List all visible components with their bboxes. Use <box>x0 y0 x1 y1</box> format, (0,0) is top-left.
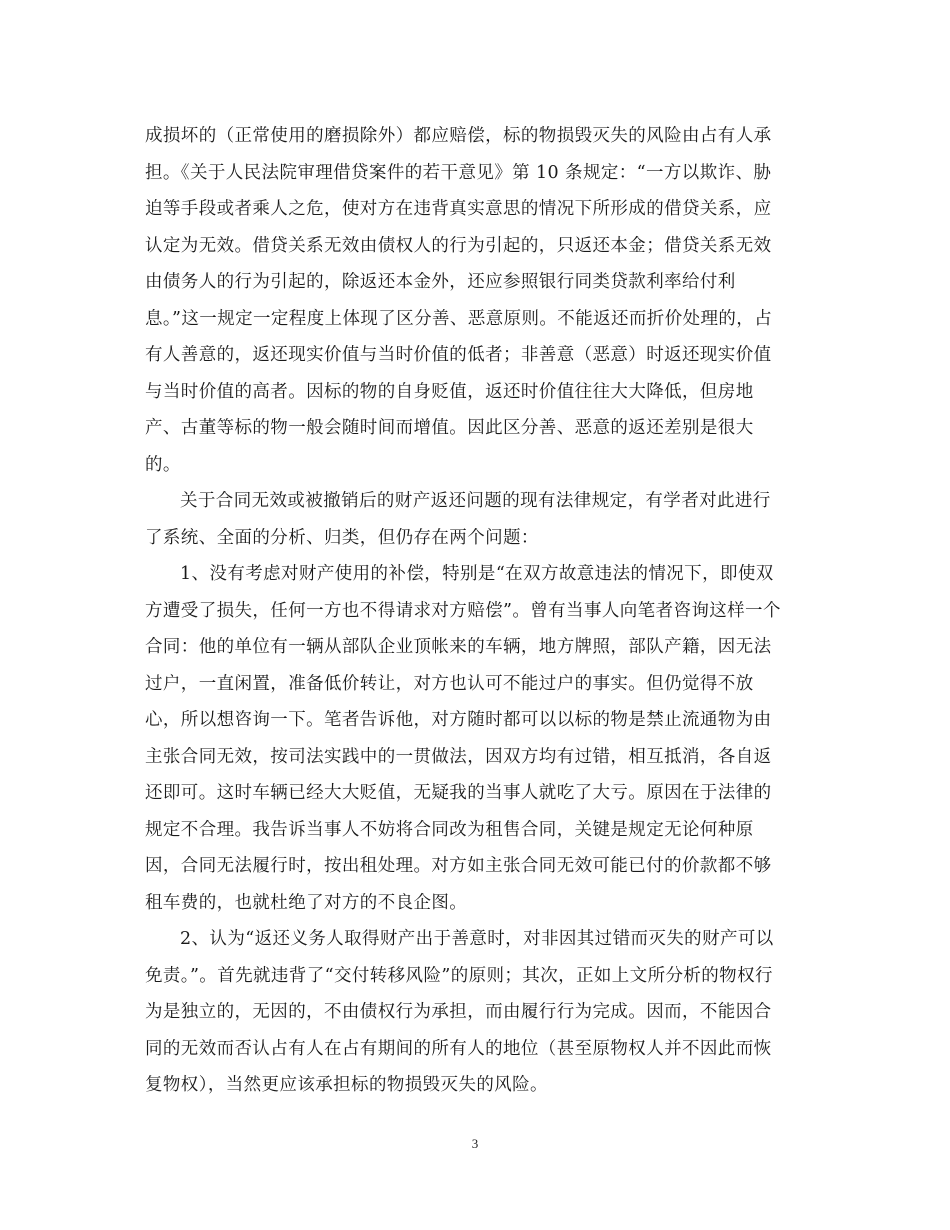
page-number: 3 <box>471 1136 479 1151</box>
text-line: 由债务人的行为引起的，除返还本金外，还应参照银行同类贷款利率给付利 <box>145 272 736 292</box>
text-line: 产、古董等标的物一般会随时间而增值。因此区分善、恶意的返还差别是很大 <box>145 418 754 438</box>
text-line: 的。 <box>145 454 181 475</box>
text-line: 有人善意的，返还现实价值与当时价值的低者；非善意（恶意）时返还现实价值 <box>145 345 772 365</box>
text-line: 1、没有考虑对财产使用的补偿，特别是“在双方故意违法的情况下，即使双 <box>180 564 774 584</box>
text-line: 同的无效而否认占有人在占有期间的所有人的地位（甚至原物权人并不因此而恢 <box>145 1038 772 1059</box>
text-line: 与当时价值的高者。因标的物的自身贬值，返还时价值往往大大降低，但房地 <box>145 381 754 402</box>
text-line: 免责。”。首先就违背了“交付转移风险”的原则；其次，正如上文所分析的物权行 <box>145 965 773 986</box>
text-line: 2、认为“返还义务人取得财产出于善意时，对非因其过错而灭失的财产可以 <box>180 929 774 949</box>
body-text <box>145 118 815 1104</box>
text-line: 认定为无效。借贷关系无效由债权人的行为引起的，只返还本金；借贷关系无效 <box>145 235 772 256</box>
text-line: 了系统、全面的分析、归类，但仍存在两个问题： <box>145 527 539 548</box>
text-line: 为是独立的，无因的，不由债权行为承担，而由履行行为完成。因而，不能因合 <box>145 1002 772 1022</box>
text-line: 息。”这一规定一定程度上体现了区分善、恶意原则。不能返还而折价处理的，占 <box>145 308 773 329</box>
text-line: 复物权），当然更应该承担标的物损毁灭失的风险。 <box>145 1075 548 1095</box>
text-line: 规定不合理。我告诉当事人不妨将合同改为租售合同，关键是规定无论何种原 <box>145 819 754 840</box>
text-line: 迫等手段或者乘人之危，使对方在违背真实意思的情况下所形成的借贷关系，应 <box>145 199 772 219</box>
text-line: 关于合同无效或被撤销后的财产返还问题的现有法律规定，有学者对此进行 <box>180 491 771 511</box>
text-line: 租车费的，也就杜绝了对方的不良企图。 <box>145 892 468 913</box>
text-line: 心，所以想咨询一下。笔者告诉他，对方随时都可以以标的物是禁止流通物为由 <box>145 710 772 730</box>
text-line: 还即可。这时车辆已经大大贬值，无疑我的当事人就吃了大亏。原因在于法律的 <box>145 783 772 803</box>
text-line: 成损坏的（正常使用的磨损除外）都应赔偿，标的物损毁灭失的风险由占有人承 <box>145 126 772 146</box>
text-line: 担。《关于人民法院审理借贷案件的若干意见》第 10 条规定：“一方以欺诈、胁 <box>145 162 772 183</box>
text-line: 合同：他的单位有一辆从部队企业顶帐来的车辆，地方牌照，部队产籍，因无法 <box>145 637 772 657</box>
text-line: 因，合同无法履行时，按出租处理。对方如主张合同无效可能已付的价款都不够 <box>145 856 772 876</box>
text-line: 主张合同无效，按司法实践中的一贯做法，因双方均有过错，相互抵消，各自返 <box>145 746 772 767</box>
text-line: 过户，一直闲置，准备低价转让，对方也认可不能过户的事实。但仍觉得不放 <box>145 673 754 694</box>
text-line: 方遭受了损失，任何一方也不得请求对方赔偿”。曾有当事人向笔者咨询这样一个 <box>145 600 781 621</box>
